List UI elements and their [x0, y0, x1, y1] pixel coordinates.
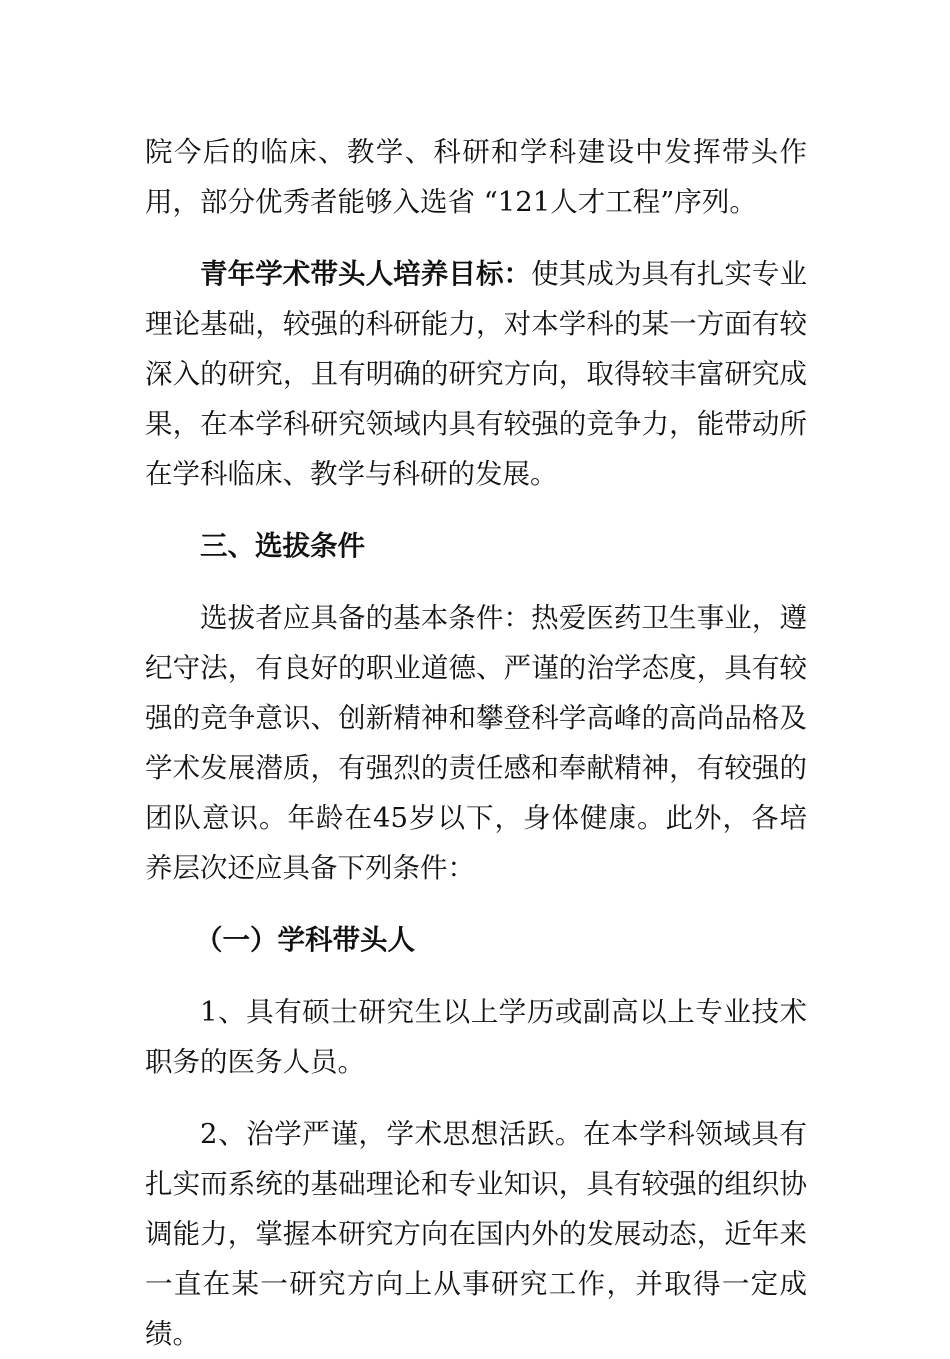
criteria-item-2: 2、治学严谨，学术思想活跃。在本学科领域具有扎实而系统的基础理论和专业知识，具有较强的组织协调能力，掌握本研究方向在国内外的发展动态，近年来一直在某一研究方向上从事研究工作，并取得一定成绩。	[145, 1118, 807, 1350]
paragraph-basic-criteria: 选拔者应具备的基本条件：热爱医药卫生事业，遵纪守法，有良好的职业道德、严谨的治学态度，具有较强的竞争意识、创新精神和攀登科学高峰的高尚品格及学术发展潜质，有强烈的责任感和奉献精神，有较强的团队意识。年龄在45岁以下，身体健康。此外，各培养层次还应具备下列条件：	[145, 602, 807, 884]
young-leader-goal-label: 青年学术带头人培养目标：	[200, 258, 532, 290]
section-heading-selection-criteria: 三、选拔条件	[200, 530, 365, 562]
paragraph-young-leader-goal	[145, 249, 807, 499]
subsection-heading-discipline-leader: （一）学科带头人	[195, 924, 415, 956]
criteria-item-1: 1、具有硕士研究生以上学历或副高以上专业技术职务的医务人员。	[145, 996, 807, 1078]
document-page	[145, 127, 807, 1359]
young-leader-goal-text: 使其成为具有扎实专业理论基础，较强的科研能力，对本学科的某一方面有较深入的研究，且有明确的研究方向，取得较丰富研究成果，在本学科研究领域内具有较强的竞争力，能带动所在学科临床、教学与科研的发展。	[145, 258, 808, 490]
paragraph-continuation: 院今后的临床、教学、科研和学科建设中发挥带头作用，部分优秀者能够入选省 “121人才工程”序列。	[145, 136, 807, 218]
